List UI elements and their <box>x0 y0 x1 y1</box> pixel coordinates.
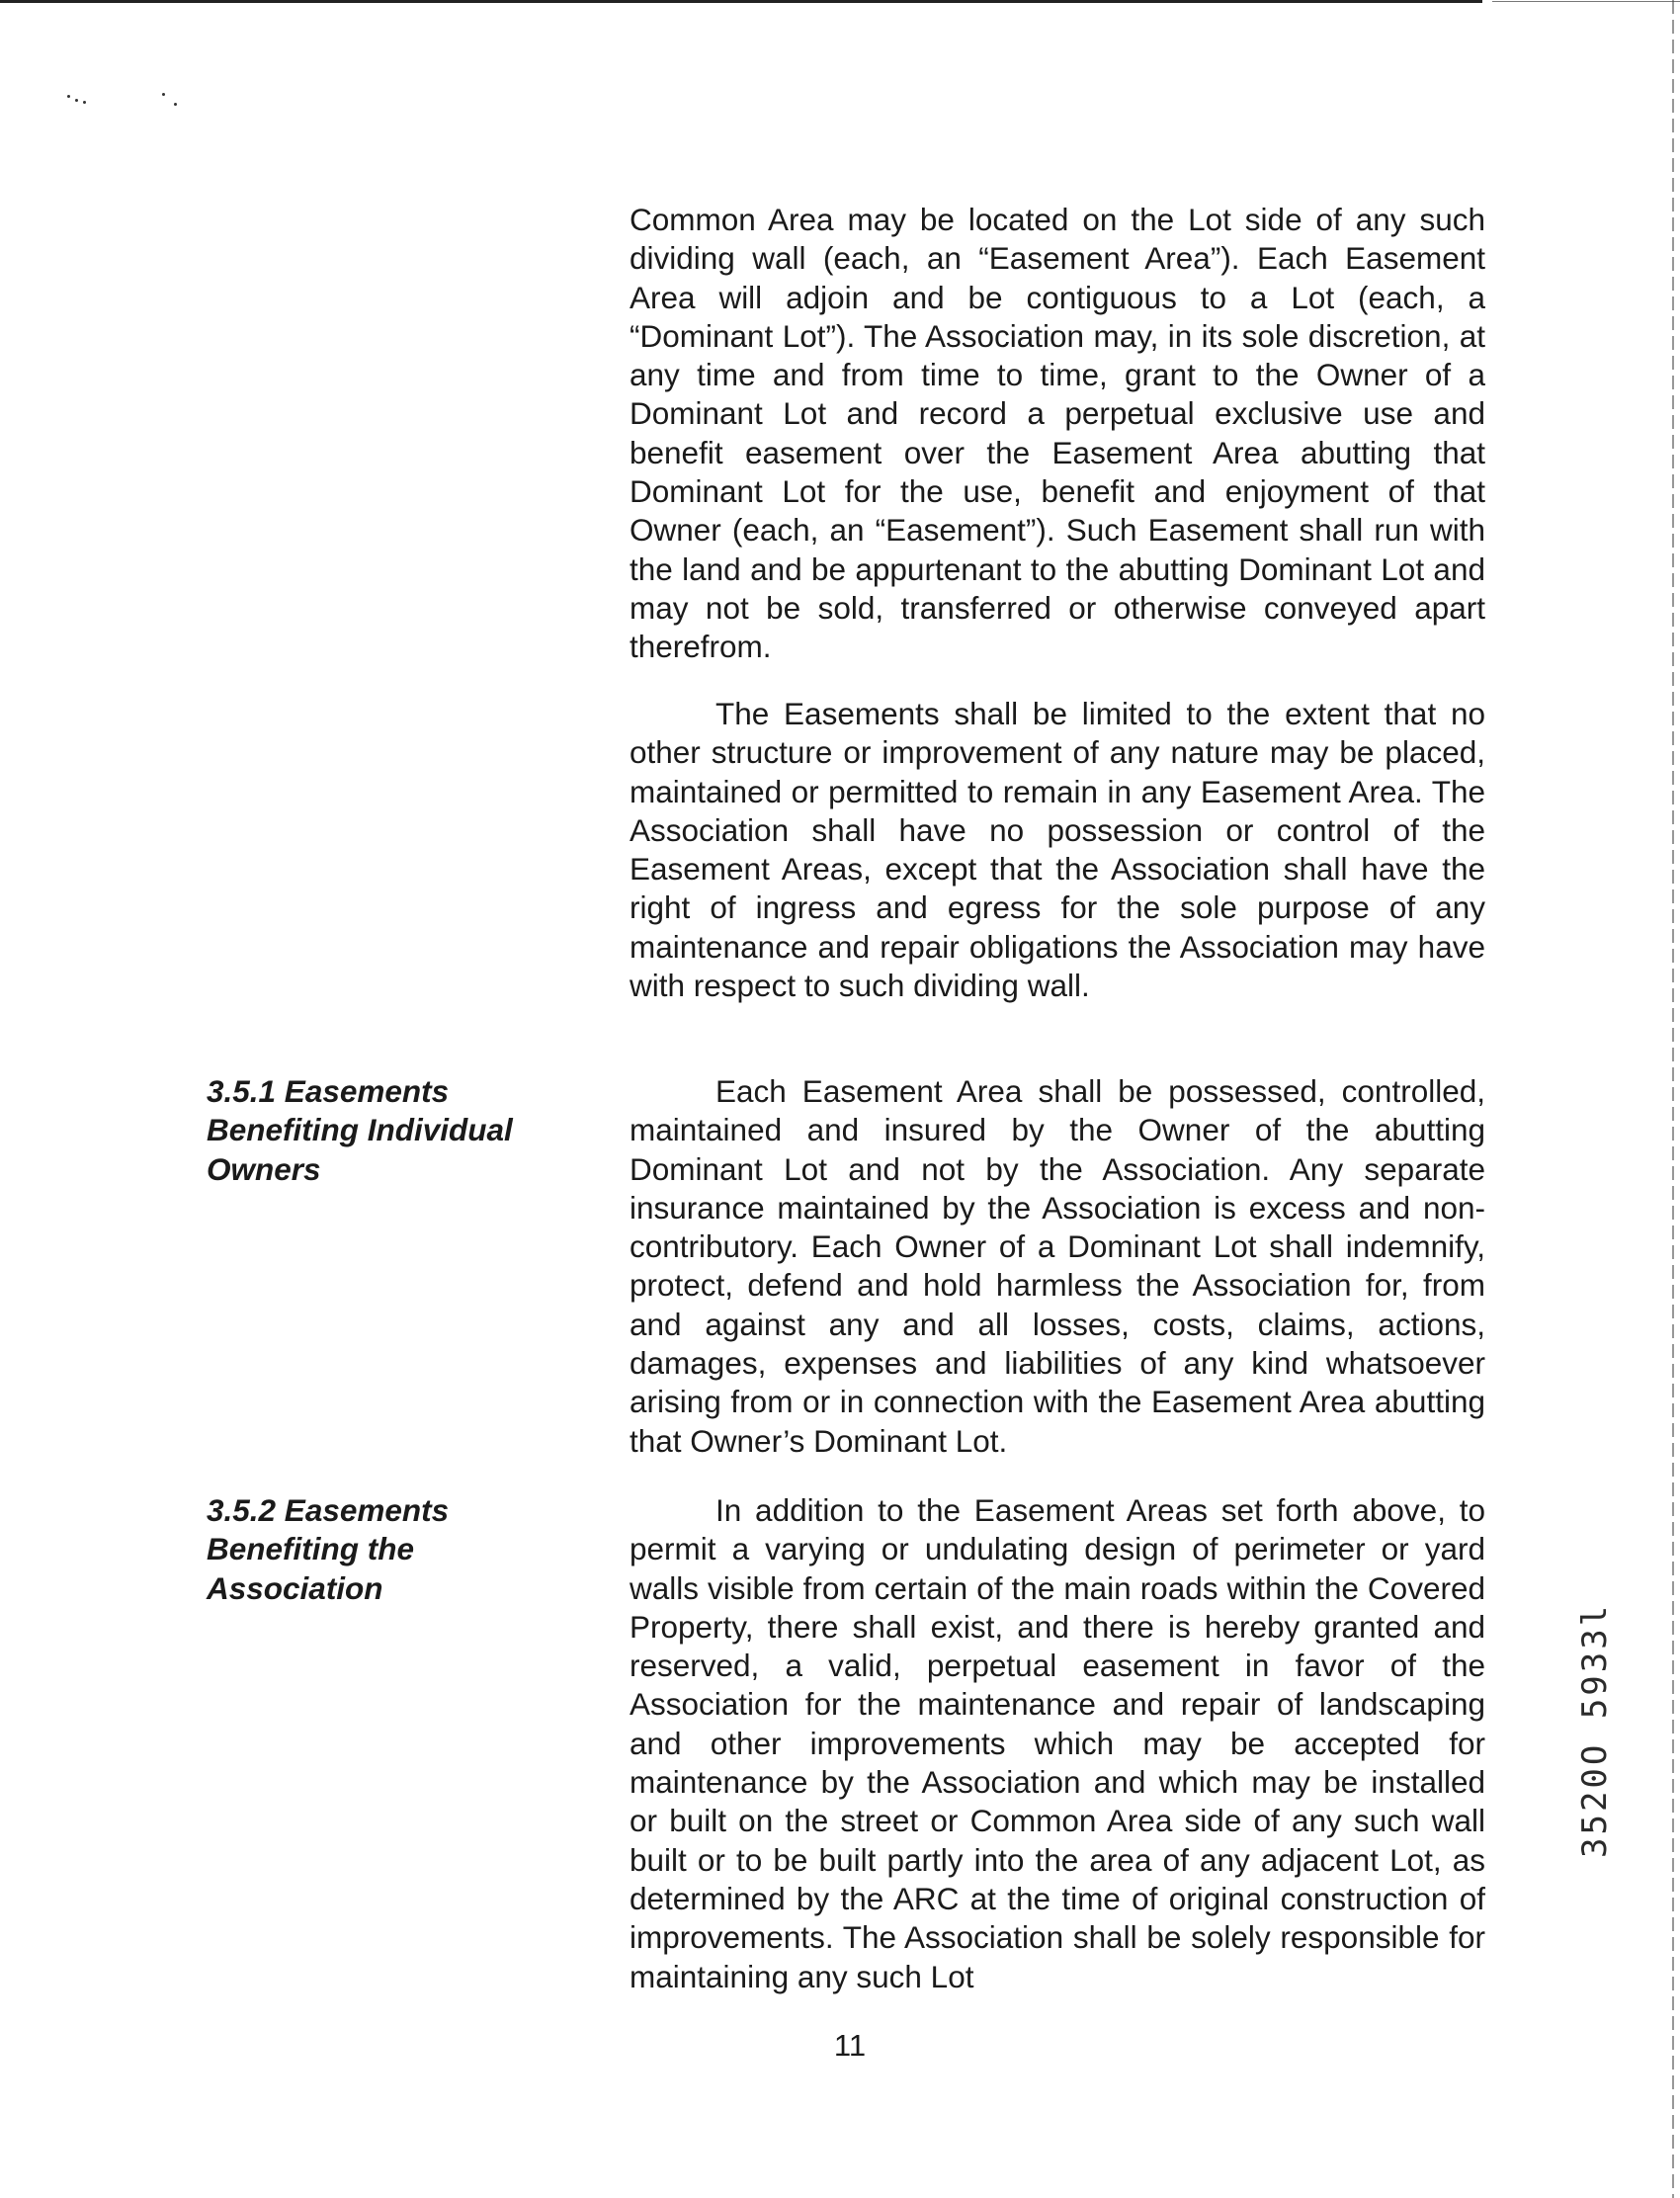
heading-line: 3.5.1 Easements <box>207 1073 450 1109</box>
heading-line: 3.5.2 Easements <box>207 1492 450 1528</box>
paragraph-3-5-1: Each Easement Area shall be possessed, controlled, maintained and insured by the Owner of the abutting Dominant Lot and not by the Association. Any separate insurance maintained by the Association is excess and non-contributory. Each Owner of a Dominant Lot shall indemnify, protect, defend and hold harmless the Association for, from and against any and all losses, costs, claims, actions, damages, expenses and liabilities of any kind whatsoever arising from or in connection with the Easement Area abutting that Owner’s Dominant Lot. <box>630 1073 1485 1459</box>
scan-specks <box>63 89 192 119</box>
scan-top-rule-faint <box>1492 1 1680 2</box>
speck <box>174 103 177 106</box>
speck <box>83 101 86 104</box>
scan-right-edge <box>1672 0 1674 2198</box>
recording-stamp-number: 3520O 5933l <box>1575 1602 1615 1858</box>
scan-top-rule <box>0 0 1482 3</box>
paragraph-3-5-2: In addition to the Easement Areas set forth above, to permit a varying or undulating design of perimeter or yard walls visible from certain of the main roads within the Covered Property, there shall exist, and there is hereby granted and reserved, a valid, perpetual easement in favor of the Association for the maintenance and repair of landscaping and other improvements which may be accepted for maintenance by the Association and which may be installed or built on the street or Common Area side of any such wall built or to be built partly into the area of any adjacent Lot, as determined by the ARC at the time of original construction of improvements. The Association shall be solely responsible for maintaining any such Lot <box>630 1492 1485 1994</box>
section-heading-3-5-2 <box>207 1491 543 1608</box>
heading-line: Association <box>207 1569 383 1606</box>
speck <box>162 93 165 96</box>
heading-line: Owners <box>207 1150 321 1187</box>
speck <box>67 95 70 98</box>
paragraph-easement-limits: The Easements shall be limited to the extent that no other structure or improvement of any nature may be placed, maintained or permitted to remain in any Easement Area. The Association shall have no possession or control of the Easement Areas, except that the Association shall have the right of ingress and egress for the sole purpose of any maintenance and repair obligations the Association may have with respect to such dividing wall. <box>630 696 1485 1004</box>
page-number: 11 <box>833 2028 867 2063</box>
paragraph-continued: Common Area may be located on the Lot side of any such dividing wall (each, an “Easement Area”). Each Easement Area will adjoin and be contiguous to a Lot (each, a “Dominant Lot”). The Association may, in its sole discretion, at any time and from time to time, grant to the Owner of a Dominant Lot and record a perpetual exclusive use and benefit easement over the Easement Area abutting that Dominant Lot for the use, benefit and enjoyment of that Owner (each, an “Easement”). Such Easement shall run with the land and be appurtenant to the abutting Dominant Lot and may not be sold, transferred or otherwise conveyed apart therefrom. <box>630 202 1485 665</box>
speck <box>75 99 78 102</box>
section-heading-3-5-1 <box>207 1072 543 1189</box>
heading-line: Benefiting the <box>207 1531 414 1567</box>
heading-line: Benefiting Individual <box>207 1112 513 1148</box>
